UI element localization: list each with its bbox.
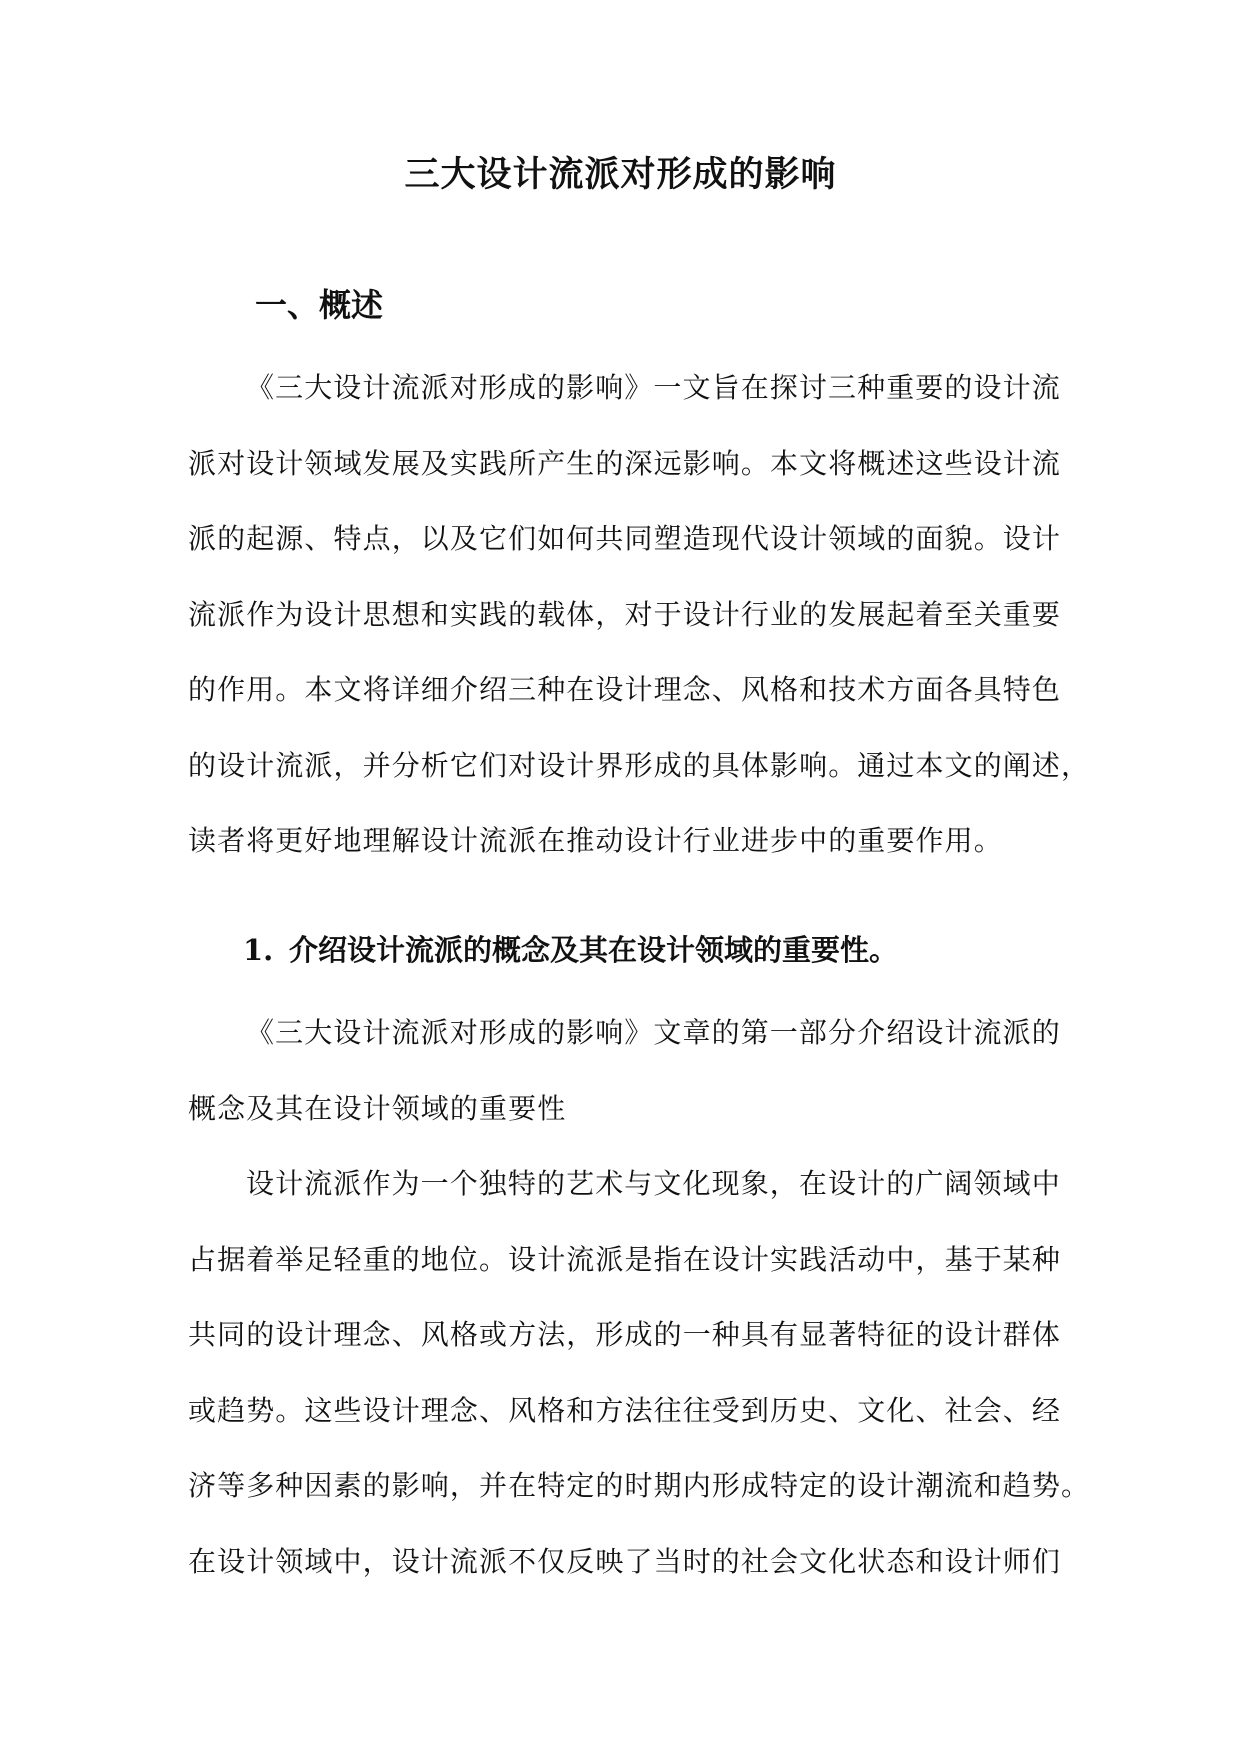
paragraph-line: 设计流派作为一个独特的艺术与文化现象，在设计的广阔领域中 [246, 1167, 1061, 1200]
paragraph-line: 流派作为设计思想和实践的载体，对于设计行业的发展起着至关重要 [188, 597, 1062, 631]
paragraph-line: 济等多种因素的影响，并在特定的时期内形成特定的设计潮流和趋势。 [188, 1469, 1091, 1502]
concept-intro-paragraph [188, 995, 1061, 1146]
paragraph-line: 在设计领域中，设计流派不仅反映了当时的社会文化状态和设计师们 [188, 1544, 1062, 1578]
paragraph-line: 《三大设计流派对形成的影响》一文旨在探讨三种重要的设计流 [246, 371, 1061, 404]
subsection-heading-text: 介绍设计流派的概念及其在设计领域的重要性。 [289, 933, 899, 967]
paragraph-line: 《三大设计流派对形成的影响》文章的第一部分介绍设计流派的 [246, 1016, 1061, 1049]
subsection-number: 1. [243, 933, 274, 967]
paragraph-line: 派的起源、特点，以及它们如何共同塑造现代设计领域的面貌。设计 [188, 522, 1062, 555]
paragraph-line: 占据着举足轻重的地位。设计流派是指在设计实践活动中，基于某种 [188, 1242, 1062, 1276]
concept-body-paragraph [188, 1146, 1091, 1599]
paragraph-line: 的作用。本文将详细介绍三种在设计理念、风格和技术方面各具特色 [188, 673, 1062, 706]
section-heading-overview: 一、概述 [255, 286, 384, 324]
paragraph-line: 的设计流派，并分析它们对设计界形成的具体影响。通过本文的阐述， [188, 748, 1091, 782]
subsection-heading-concept [243, 925, 898, 975]
paragraph-line: 派对设计领域发展及实践所产生的深远影响。本文将概述这些设计流 [188, 446, 1062, 480]
overview-paragraph [188, 350, 1091, 879]
document-title: 三大设计流派对形成的影响 [404, 154, 837, 195]
paragraph-line: 或趋势。这些设计理念、风格和方法往往受到历史、文化、社会、经 [188, 1393, 1062, 1427]
paragraph-line: 读者将更好地理解设计流派在推动设计行业进步中的重要作用。 [188, 824, 1003, 857]
paragraph-line: 共同的设计理念、风格或方法，形成的一种具有显著特征的设计群体 [188, 1318, 1062, 1351]
paragraph-line: 概念及其在设计领域的重要性 [188, 1091, 567, 1125]
